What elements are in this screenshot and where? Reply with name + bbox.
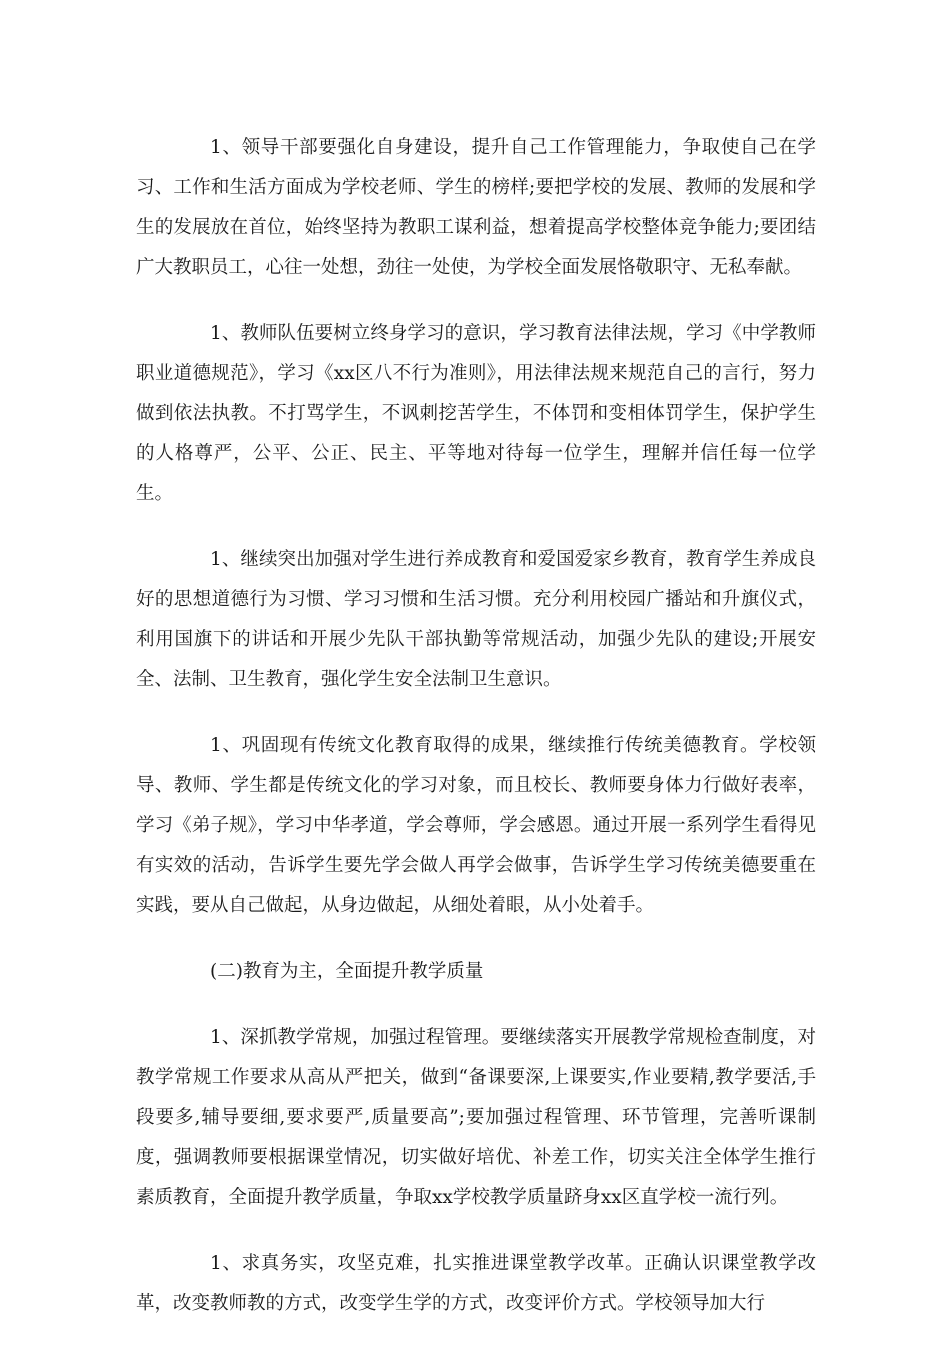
paragraph-classroom-reform: 1、求真务实，攻坚克难，扎实推进课堂教学改革。正确认识课堂教学改革，改变教师教的方式，改变学生学的方式，改变评价方式。学校领导加大行 (136, 1253, 816, 1314)
paragraph-teacher-team: 1、教师队伍要树立终身学习的意识，学习教育法律法规，学习《中学教师职业道德规范》，学习《xx区八不行为准则》，用法律法规来规范自己的言行，努力做到依法执教。不打骂学生，不讽刺挖苦学生，不体罚和变相体罚学生，保护学生的人格尊严，公平、公正、民主、平等地对待每一位学生，理解并信任每一位学生。 (136, 323, 816, 504)
paragraph-traditional-culture: 1、巩固现有传统文化教育取得的成果，继续推行传统美德教育。学校领导、教师、学生都是传统文化的学习对象，而且校长、教师要身体力行做好表率，学习《弟子规》，学习中华孝道，学会尊师，学会感恩。通过开展一系列学生看得见有实效的活动，告诉学生要先学会做人再学会做事，告诉学生学习传统美德要重在实践，要从自己做起，从身边做起，从细处着眼，从小处着手。 (136, 735, 816, 916)
paragraph-student-habits: 1、继续突出加强对学生进行养成教育和爱国爱家乡教育，教育学生养成良好的思想道德行为习惯、学习习惯和生活习惯。充分利用校园广播站和升旗仪式，利用国旗下的讲话和开展少先队干部执勤等常规活动，加强少先队的建设;开展安全、法制、卫生教育，强化学生安全法制卫生意识。 (136, 549, 816, 690)
paragraph-teaching-routine: 1、深抓教学常规，加强过程管理。要继续落实开展教学常规检查制度，对教学常规工作要求从高从严把关，做到“备课要深,上课要实,作业要精,教学要活,手段要多,辅导要细,要求要严,质量要高”;要加强过程管理、环节管理，完善听课制度，强调教师要根据课堂情况，切实做好培优、补差工作，切实关注全体学生推行素质教育，全面提升教学质量，争取xx学校教学质量跻身xx区直学校一流行列。 (136, 1027, 816, 1208)
document-body (136, 128, 816, 1350)
paragraph-leadership: 1、领导干部要强化自身建设，提升自己工作管理能力，争取使自己在学习、工作和生活方面成为学校老师、学生的榜样;要把学校的发展、教师的发展和学生的发展放在首位，始终坚持为教职工谋利益，想着提高学校整体竞争能力;要团结广大教职员工，心往一处想，劲往一处使，为学校全面发展恪敬职守、无私奉献。 (136, 137, 816, 278)
section-heading-teaching-quality: (二)教育为主，全面提升教学质量 (210, 961, 484, 982)
